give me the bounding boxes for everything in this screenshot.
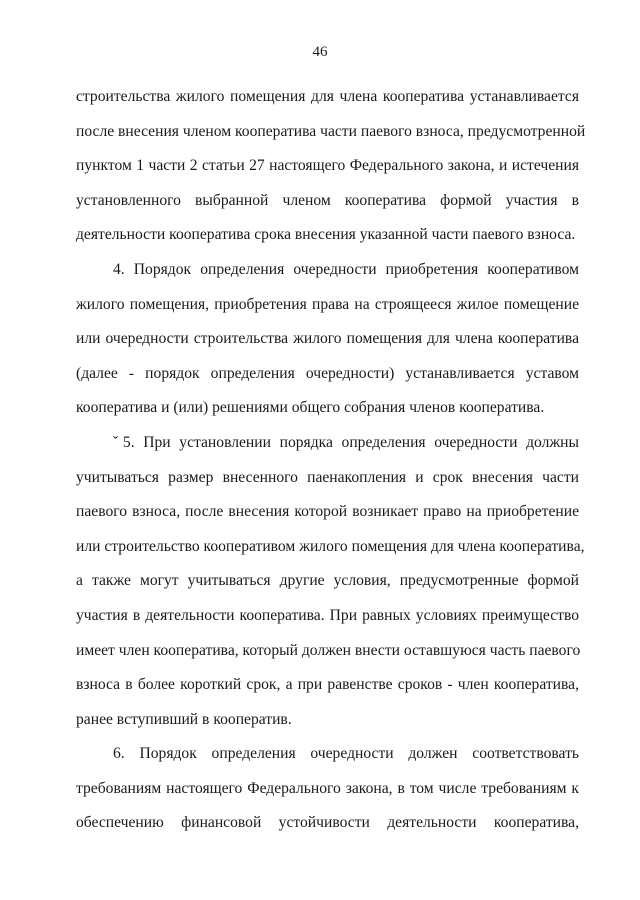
text-line: взноса в более короткий срок, а при равенстве сроков - член кооператива, bbox=[76, 676, 579, 694]
text-line: деятельности кооператива срока внесения указанной части паевого взноса. bbox=[76, 226, 576, 244]
page-number: 46 bbox=[312, 44, 328, 60]
paragraph-4 bbox=[76, 259, 579, 432]
text-line: ˇ5. При установлении порядка определения очередности должны bbox=[113, 433, 579, 451]
text-line: 4. Порядок определения очередности приобретения кооперативом bbox=[113, 260, 579, 278]
text-line: паевого взноса, после внесения которой возникает право на приобретение bbox=[76, 503, 579, 521]
text-line: жилого помещения, приобретения права на строящееся жилое помещение bbox=[76, 295, 579, 313]
text-line: ранее вступивший в кооператив. bbox=[76, 710, 292, 728]
text-line: строительства жилого помещения для члена кооператива устанавливается bbox=[76, 88, 579, 105]
paragraph-5 bbox=[76, 432, 585, 743]
document-body bbox=[76, 86, 586, 847]
text-line: кооператива и (или) решениями общего собрания членов кооператива. bbox=[76, 399, 545, 417]
paragraph-continuation bbox=[76, 86, 586, 259]
text-line: имеет член кооператива, который должен внести оставшуюся часть паевого bbox=[76, 641, 581, 659]
text-line: требованиям настоящего Федерального закона, в том числе требованиям к bbox=[76, 779, 579, 797]
text-line: после внесения членом кооператива части паевого взноса, предусмотренной bbox=[76, 122, 586, 140]
text-line: обеспечению финансовой устойчивости деятельности кооператива, bbox=[76, 814, 579, 832]
paragraph-6 bbox=[76, 743, 579, 847]
text-line: (далее - порядок определения очередности) устанавливается уставом bbox=[76, 364, 579, 382]
text-line: или очередности строительства жилого помещения для члена кооператива bbox=[76, 330, 579, 348]
text-line: 6. Порядок определения очередности должен соответствовать bbox=[113, 745, 579, 763]
text-line: учитываться размер внесенного паенакопления и срок внесения части bbox=[76, 468, 579, 486]
text-line: участия в деятельности кооператива. При равных условиях преимущество bbox=[76, 606, 579, 624]
text-line: а также могут учитываться другие условия, предусмотренные формой bbox=[76, 572, 579, 590]
text-line: или строительство кооперативом жилого помещения для члена кооператива, bbox=[76, 537, 585, 555]
text-line: пунктом 1 части 2 статьи 27 настоящего Федерального закона, и истечения bbox=[76, 157, 579, 175]
text-line: установленного выбранной членом кооператива формой участия в bbox=[76, 191, 579, 209]
